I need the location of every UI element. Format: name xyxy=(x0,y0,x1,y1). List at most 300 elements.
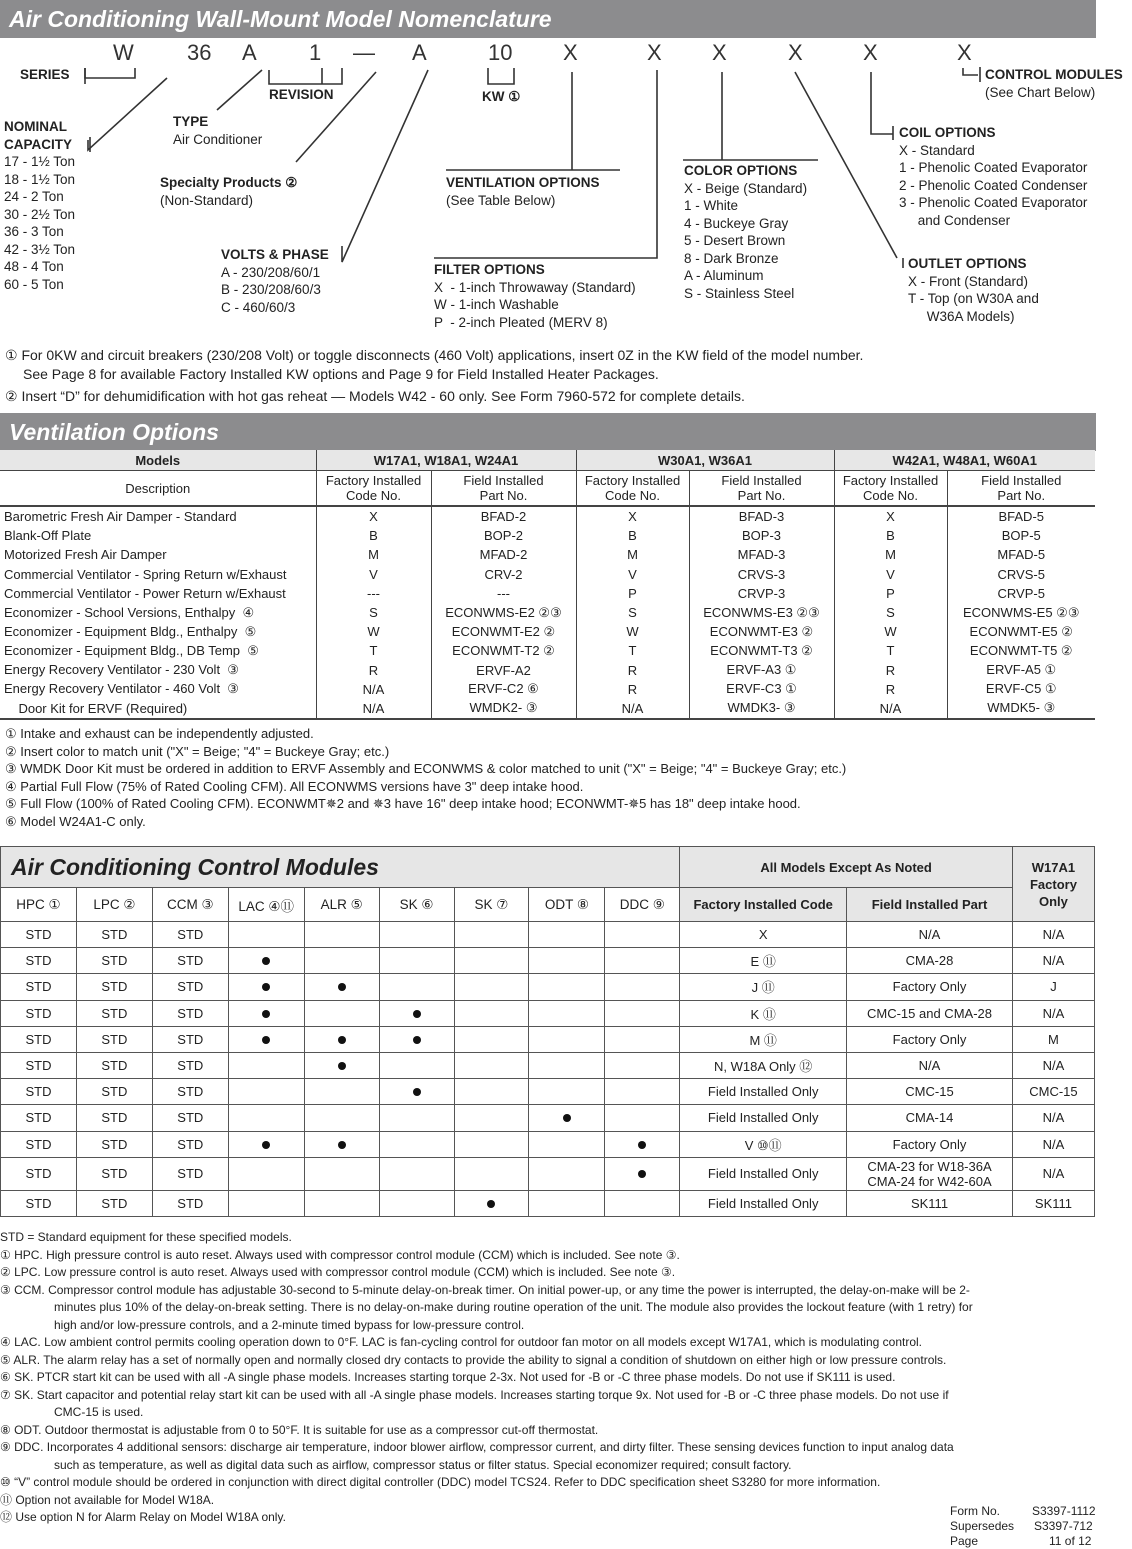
std-cell: STD xyxy=(152,1190,228,1216)
option-description: Energy Recovery Ventilator - 230 Volt ③ xyxy=(4,662,239,678)
field-part-cell: N/A xyxy=(847,922,1013,948)
option-cell xyxy=(304,1026,379,1052)
option-cell xyxy=(228,948,304,974)
control-note: ② LPC. Low pressure control is auto reset. Always used with compressor control module (CCM) which is included. See note ③. xyxy=(0,1265,676,1279)
option-cell xyxy=(379,1000,454,1026)
option-cell: P xyxy=(576,584,689,603)
field-part-cell: CMC-15 xyxy=(847,1079,1013,1105)
factory-code-cell: K ⑪ xyxy=(680,1000,847,1026)
std-cell: STD xyxy=(152,922,228,948)
kw-label: KW ① xyxy=(482,89,521,104)
table-row xyxy=(0,603,1095,622)
option-cell xyxy=(529,1052,605,1078)
filter-item: P - 2-inch Pleated (MERV 8) xyxy=(434,314,608,330)
control-note: ④ LAC. Low ambient control permits cooling operation down to 0°F. LAC is fan-cycling control for outdoor fan motor on all models except W17A1, which is modulating control. xyxy=(0,1335,923,1349)
volts-item: C - 460/60/3 xyxy=(221,299,296,315)
option-cell xyxy=(454,1131,529,1157)
std-cell: STD xyxy=(152,1131,228,1157)
table-row xyxy=(0,622,1095,641)
option-description: Economizer - School Versions, Enthalpy ④ xyxy=(4,604,255,620)
option-cell: B xyxy=(834,526,947,545)
option-cell xyxy=(454,1026,529,1052)
option-cell xyxy=(605,1026,680,1052)
option-cell: W xyxy=(834,622,947,641)
included-dot-icon xyxy=(413,1088,421,1096)
option-cell xyxy=(379,1131,454,1157)
option-cell: R xyxy=(576,680,689,699)
std-cell: STD xyxy=(1,1105,77,1131)
option-cell: N/A xyxy=(834,699,947,719)
option-cell: ECONWMT-E3 ② xyxy=(689,622,834,641)
option-cell xyxy=(379,1157,454,1190)
option-cell: W xyxy=(576,622,689,641)
nominal-item: 60 - 5 Ton xyxy=(4,276,64,292)
option-cell: T xyxy=(576,641,689,660)
coil-title: COIL OPTIONS xyxy=(899,125,996,140)
filter-item: X - 1-inch Throwaway (Standard) xyxy=(434,279,636,295)
control-column-header: CCM ③ xyxy=(152,888,228,922)
option-cell: CRVP-3 xyxy=(689,584,834,603)
included-dot-icon xyxy=(262,1141,270,1149)
option-description: Energy Recovery Ventilator - 460 Volt ③ xyxy=(4,681,239,697)
std-cell: STD xyxy=(76,974,152,1000)
option-cell xyxy=(605,1105,680,1131)
table-row xyxy=(1,1105,1095,1131)
control-column-header: ALR ⑤ xyxy=(304,888,379,922)
option-cell: BFAD-5 xyxy=(947,506,1095,526)
option-cell xyxy=(605,1190,680,1216)
table-row xyxy=(1,1026,1095,1052)
field-part-cell: CMA-14 xyxy=(847,1105,1013,1131)
std-cell: STD xyxy=(1,948,77,974)
control-modules-sub: (See Chart Below) xyxy=(985,84,1096,100)
option-cell: V xyxy=(834,565,947,584)
option-cell xyxy=(228,974,304,1000)
control-column-header: SK ⑦ xyxy=(454,888,529,922)
option-cell: --- xyxy=(316,584,431,603)
factory-code-header: Factory Installed Code No. xyxy=(316,471,431,507)
control-notes xyxy=(0,1229,1100,1527)
std-cell: STD xyxy=(1,1000,77,1026)
ventilation-note: ⑥ Model W24A1-C only. xyxy=(5,813,146,829)
coil-item: 2 - Phenolic Coated Condenser xyxy=(899,177,1088,193)
control-note: such as temperature, as well as digital data such as airflow, compressor status or filter status. Special economizer required; consult factory. xyxy=(54,1457,792,1472)
form-number: S3397-1112 xyxy=(1032,1504,1096,1518)
included-dot-icon xyxy=(262,983,270,991)
option-cell xyxy=(605,1157,680,1190)
w17-cell: J xyxy=(1012,974,1094,1000)
option-cell xyxy=(605,948,680,974)
option-cell: WMDK2- ③ xyxy=(431,699,576,719)
option-cell xyxy=(304,948,379,974)
option-cell xyxy=(529,974,605,1000)
nominal-title-1: NOMINAL xyxy=(4,119,67,134)
field-part-cell: N/A xyxy=(847,1052,1013,1078)
nominal-capacity-block xyxy=(4,118,75,293)
ventilation-table xyxy=(0,450,1095,720)
code-series: W xyxy=(113,40,134,65)
option-cell: CRV-2 xyxy=(431,565,576,584)
color-item: 5 - Desert Brown xyxy=(684,233,786,248)
std-cell: STD xyxy=(76,1157,152,1190)
option-cell xyxy=(454,1079,529,1105)
code-control: X xyxy=(957,40,972,65)
specialty-title: Specialty Products ② xyxy=(160,175,298,190)
option-cell: CRVP-5 xyxy=(947,584,1095,603)
ventilation-block xyxy=(446,174,600,209)
std-cell: STD xyxy=(76,1131,152,1157)
volts-item: A - 230/208/60/1 xyxy=(221,264,321,280)
option-cell: ERVF-A3 ① xyxy=(689,661,834,680)
table-row xyxy=(1,1079,1095,1105)
color-title: COLOR OPTIONS xyxy=(684,163,798,178)
option-cell: R xyxy=(834,661,947,680)
nominal-item: 48 - 4 Ton xyxy=(4,259,64,274)
ventilation-note: ② Insert color to match unit ("X" = Beige; "4" = Buckeye Gray; etc.) xyxy=(5,743,390,759)
option-cell xyxy=(454,1052,529,1078)
option-cell xyxy=(529,922,605,948)
outlet-item: T - Top (on W30A and xyxy=(908,291,1039,306)
volts-item: B - 230/208/60/3 xyxy=(221,282,321,297)
option-cell: ERVF-C3 ① xyxy=(689,680,834,699)
factory-code-header: Factory Installed Code No. xyxy=(576,471,689,507)
option-cell: N/A xyxy=(316,680,431,699)
std-cell: STD xyxy=(152,1000,228,1026)
option-cell xyxy=(304,1105,379,1131)
table-row xyxy=(1,974,1095,1000)
control-note: ⑧ ODT. Outdoor thermostat is adjustable from 0 to 50°F. It is suitable for use as a compressor cut-off thermostat. xyxy=(0,1422,599,1437)
option-cell: S xyxy=(834,603,947,622)
control-column-header: DDC ⑨ xyxy=(605,888,680,922)
color-block xyxy=(684,162,807,302)
option-cell: P xyxy=(834,584,947,603)
option-cell: W xyxy=(316,622,431,641)
model-group: W17A1, W18A1, W24A1 xyxy=(316,450,576,471)
option-cell xyxy=(605,922,680,948)
control-modules-title: Air Conditioning Control Modules xyxy=(1,847,680,888)
option-cell xyxy=(454,948,529,974)
option-cell xyxy=(304,922,379,948)
field-part-cell: Factory Only xyxy=(847,1131,1013,1157)
outlet-item: W36A Models) xyxy=(908,308,1015,324)
factory-code-cell: X xyxy=(680,922,847,948)
field-part-header: Field Installed Part No. xyxy=(431,471,576,507)
option-cell xyxy=(228,1000,304,1026)
std-cell: STD xyxy=(152,974,228,1000)
nominal-item: 36 - 3 Ton xyxy=(4,224,64,239)
table-row xyxy=(1,922,1095,948)
w17-cell: N/A xyxy=(1012,1131,1094,1157)
std-cell: STD xyxy=(1,922,77,948)
option-cell: T xyxy=(316,641,431,660)
control-note: ⑨ DDC. Incorporates 4 additional sensors: discharge air temperature, indoor blower airflow, compressor current, and dirty filter. These sensing devices function to input analog data xyxy=(0,1440,954,1454)
filter-title: FILTER OPTIONS xyxy=(434,262,545,277)
nomenclature-note-1b: See Page 8 for available Factory Installed KW options and Page 9 for Field Installed Heater Packages. xyxy=(23,366,659,382)
option-cell xyxy=(304,1079,379,1105)
table-row xyxy=(1,1000,1095,1026)
option-cell xyxy=(454,1000,529,1026)
option-cell xyxy=(304,1157,379,1190)
option-cell: ECONWMS-E5 ②③ xyxy=(947,603,1095,622)
control-note: STD = Standard equipment for these specified models. xyxy=(0,1230,292,1244)
nominal-item: 24 - 2 Ton xyxy=(4,189,64,204)
code-coil: X xyxy=(863,40,878,65)
option-cell: WMDK5- ③ xyxy=(947,699,1095,719)
option-cell: R xyxy=(834,680,947,699)
w17-cell: M xyxy=(1012,1026,1094,1052)
option-description: Door Kit for ERVF (Required) xyxy=(0,699,316,719)
option-description: Barometric Fresh Air Damper - Standard xyxy=(4,509,237,525)
std-cell: STD xyxy=(152,1052,228,1078)
option-cell xyxy=(304,1190,379,1216)
std-cell: STD xyxy=(76,1000,152,1026)
option-cell: MFAD-5 xyxy=(947,545,1095,564)
field-part-cell: CMA-28 xyxy=(847,948,1013,974)
factory-code-cell: E ⑪ xyxy=(680,948,847,974)
control-column-header: LPC ② xyxy=(76,888,152,922)
field-part-cell: Factory Only xyxy=(847,974,1013,1000)
option-cell xyxy=(304,1052,379,1078)
color-item: A - Aluminum xyxy=(684,268,764,283)
option-cell xyxy=(228,1105,304,1131)
std-cell: STD xyxy=(152,1105,228,1131)
option-cell xyxy=(454,1105,529,1131)
control-modules-label xyxy=(985,66,1123,101)
option-cell: BOP-5 xyxy=(947,526,1095,545)
table-row xyxy=(1,1190,1095,1216)
series-label: SERIES xyxy=(20,67,70,82)
std-cell: STD xyxy=(152,948,228,974)
option-cell: B xyxy=(576,526,689,545)
page-number: 11 of 12 xyxy=(1049,1534,1092,1548)
factory-code-cell: V ⑩⑪ xyxy=(680,1131,847,1157)
option-cell: WMDK3- ③ xyxy=(689,699,834,719)
control-column-header: ODT ⑧ xyxy=(529,888,605,922)
code-color: X xyxy=(712,40,727,65)
option-cell xyxy=(529,1079,605,1105)
field-part-header: Field Installed Part No. xyxy=(689,471,834,507)
color-item: S - Stainless Steel xyxy=(684,285,795,301)
option-cell: ECONWMS-E2 ②③ xyxy=(431,603,576,622)
included-dot-icon xyxy=(262,1036,270,1044)
form-footer: Form No. S3397-1112 Supersedes S3397-712 Page 11 of 12 xyxy=(950,1504,1096,1548)
included-dot-icon xyxy=(262,1010,270,1018)
field-part-cell: SK111 xyxy=(847,1190,1013,1216)
specialty-sub: (Non-Standard) xyxy=(160,192,254,208)
outlet-title: OUTLET OPTIONS xyxy=(908,256,1027,271)
outlet-block xyxy=(908,255,1039,325)
option-cell xyxy=(379,1079,454,1105)
option-cell: N/A xyxy=(576,699,689,719)
option-cell: ECONWMT-T5 ② xyxy=(947,641,1095,660)
ventilation-title: VENTILATION OPTIONS xyxy=(446,175,600,190)
option-cell xyxy=(454,1190,529,1216)
option-description: Economizer - Equipment Bldg., DB Temp ⑤ xyxy=(4,642,259,658)
option-cell xyxy=(379,1105,454,1131)
option-cell: M xyxy=(576,545,689,564)
table-row xyxy=(0,506,1095,526)
table-row xyxy=(1,1052,1095,1078)
option-cell: V xyxy=(316,565,431,584)
control-note: ⑪ Option not available for Model W18A. xyxy=(0,1492,215,1507)
table-row xyxy=(0,641,1095,660)
nominal-title-2: CAPACITY xyxy=(4,136,73,152)
factory-code-cell: Field Installed Only xyxy=(680,1079,847,1105)
option-cell xyxy=(605,1079,680,1105)
std-cell: STD xyxy=(1,1190,77,1216)
std-cell: STD xyxy=(1,974,77,1000)
control-note: ⑩ “V” control module should be ordered in conjunction with direct digital controller (DDC) model TCS24. Refer to DDC specification sheet S3280 for more information. xyxy=(0,1475,881,1489)
option-cell: BFAD-3 xyxy=(689,506,834,526)
option-cell: R xyxy=(576,661,689,680)
option-description: Commercial Ventilator - Spring Return w/Exhaust xyxy=(4,566,287,582)
factory-code-cell: N, W18A Only ⑫ xyxy=(680,1052,847,1078)
supersedes-number: S3397-712 xyxy=(1034,1519,1093,1533)
option-cell: ERVF-C2 ⑥ xyxy=(431,680,576,699)
option-cell xyxy=(304,974,379,1000)
field-part-cell: CMC-15 and CMA-28 xyxy=(847,1000,1013,1026)
control-column-header: HPC ① xyxy=(1,888,77,922)
std-cell: STD xyxy=(152,1026,228,1052)
filter-item: W - 1-inch Washable xyxy=(434,297,559,312)
option-cell: ECONWMT-E2 ② xyxy=(431,622,576,641)
option-cell: BFAD-2 xyxy=(431,506,576,526)
table-row xyxy=(0,526,1095,545)
ventilation-note: ④ Partial Full Flow (75% of Rated Cooling CFM). All ECONWMS versions have 3" deep intake hood. xyxy=(5,778,584,794)
factory-code-header: Factory Installed Code xyxy=(680,888,847,922)
option-cell xyxy=(379,948,454,974)
code-volts: A xyxy=(412,40,427,65)
filter-block xyxy=(434,261,636,331)
code-outlet: X xyxy=(788,40,803,65)
control-modules-table xyxy=(0,846,1095,1217)
specialty-block xyxy=(160,174,297,209)
option-description: Economizer - Equipment Bldg., Enthalpy ⑤ xyxy=(4,623,257,639)
volts-title: VOLTS & PHASE xyxy=(221,247,329,262)
coil-item: 3 - Phenolic Coated Evaporator xyxy=(899,195,1088,210)
option-cell: MFAD-3 xyxy=(689,545,834,564)
w17-cell: N/A xyxy=(1012,922,1094,948)
control-note: ⑥ SK. PTCR start kit can be used with all -A single phase models. Increases starting torque 2-3x. Not used for -B or -C three phase models. Do not use if SK111 is used. xyxy=(0,1370,896,1384)
included-dot-icon xyxy=(338,1062,346,1070)
model-group: W30A1, W36A1 xyxy=(576,450,834,471)
included-dot-icon xyxy=(262,957,270,965)
code-capacity: 36 xyxy=(187,40,212,65)
nomenclature-note-2: ② Insert “D” for dehumidification with hot gas reheat — Models W42 - 60 only. See Form 7960-572 for complete details. xyxy=(5,388,745,404)
option-description: Blank-Off Plate xyxy=(4,528,92,544)
std-cell: STD xyxy=(152,1079,228,1105)
w17-cell: N/A xyxy=(1012,948,1094,974)
option-cell xyxy=(228,1190,304,1216)
coil-item: 1 - Phenolic Coated Evaporator xyxy=(899,160,1088,175)
option-cell xyxy=(454,974,529,1000)
option-cell xyxy=(379,1052,454,1078)
option-cell: S xyxy=(576,603,689,622)
included-dot-icon xyxy=(338,1141,346,1149)
option-cell xyxy=(605,1000,680,1026)
code-ventilation: X xyxy=(563,40,578,65)
color-item: 4 - Buckeye Gray xyxy=(684,215,789,231)
nominal-item: 42 - 3½ Ton xyxy=(4,241,76,257)
ventilation-notes xyxy=(5,725,846,830)
ventilation-note: ① Intake and exhaust can be independently adjusted. xyxy=(5,726,314,741)
field-part-cell: CMA-23 for W18-36A CMA-24 for W42-60A xyxy=(847,1157,1013,1190)
option-cell xyxy=(605,1131,680,1157)
included-dot-icon xyxy=(338,983,346,991)
table-row xyxy=(1,1157,1095,1190)
w17-cell: N/A xyxy=(1012,1157,1094,1190)
std-cell: STD xyxy=(76,1079,152,1105)
std-cell: STD xyxy=(1,1131,77,1157)
all-models-header: All Models Except As Noted xyxy=(680,847,1013,888)
control-note: ③ CCM. Compressor control module has adjustable 30-second to 5-minute delay-on-break timer. On initial power-up, or any time the power is interrupted, the delay-on-make will be 2- xyxy=(0,1282,970,1297)
code-kw: 10 xyxy=(488,40,513,65)
std-cell: STD xyxy=(1,1079,77,1105)
nominal-item: 17 - 1½ Ton xyxy=(4,154,76,169)
factory-code-cell: M ⑪ xyxy=(680,1026,847,1052)
option-cell: CRVS-3 xyxy=(689,565,834,584)
w17-cell: N/A xyxy=(1012,1000,1094,1026)
option-cell: X xyxy=(834,506,947,526)
w17-cell: CMC-15 xyxy=(1012,1079,1094,1105)
nominal-item: 30 - 2½ Ton xyxy=(4,206,76,222)
control-note: ① HPC. High pressure control is auto reset. Always used with compressor control module (CCM) which is included. See note ③. xyxy=(0,1247,680,1262)
option-cell xyxy=(379,974,454,1000)
option-cell: ECONWMT-T2 ② xyxy=(431,641,576,660)
option-cell: T xyxy=(834,641,947,660)
type-block xyxy=(173,113,262,148)
std-cell: STD xyxy=(76,922,152,948)
w17-header: W17A1 Factory Only xyxy=(1012,847,1094,922)
color-item: 1 - White xyxy=(684,198,739,213)
control-column-header: SK ⑥ xyxy=(379,888,454,922)
model-group: W42A1, W48A1, W60A1 xyxy=(834,450,1095,471)
control-note: ⑫ Use option N for Alarm Relay on Model W18A only. xyxy=(0,1510,286,1524)
factory-code-cell: Field Installed Only xyxy=(680,1105,847,1131)
table-row xyxy=(0,565,1095,584)
option-cell xyxy=(304,1000,379,1026)
code-dash: — xyxy=(353,40,375,65)
std-cell: STD xyxy=(76,948,152,974)
option-cell xyxy=(529,948,605,974)
field-part-header: Field Installed Part xyxy=(847,888,1013,922)
table-row xyxy=(0,680,1095,699)
models-label: Models xyxy=(0,450,316,471)
type-sub: Air Conditioner xyxy=(173,131,263,147)
nominal-item: 18 - 1½ Ton xyxy=(4,171,76,187)
option-cell xyxy=(228,1079,304,1105)
control-note: ⑤ ALR. The alarm relay has a set of normally open and normally closed dry contacts to provide the ability to signal a condition of shutdown on either high or low pressure controls. xyxy=(0,1352,947,1367)
w17-cell: SK111 xyxy=(1012,1190,1094,1216)
option-description: Motorized Fresh Air Damper xyxy=(4,547,167,563)
option-cell: CRVS-5 xyxy=(947,565,1095,584)
table-row xyxy=(0,584,1095,603)
option-cell: MFAD-2 xyxy=(431,545,576,564)
std-cell: STD xyxy=(76,1026,152,1052)
description-label: Description xyxy=(0,471,316,507)
table-row xyxy=(0,699,1095,719)
factory-code-cell: J ⑪ xyxy=(680,974,847,1000)
coil-block xyxy=(899,124,1087,229)
option-cell xyxy=(228,1131,304,1157)
std-cell: STD xyxy=(1,1026,77,1052)
coil-item: X - Standard xyxy=(899,142,975,158)
option-cell: ERVF-A2 xyxy=(431,661,576,680)
option-cell xyxy=(454,1157,529,1190)
field-part-header: Field Installed Part No. xyxy=(947,471,1095,507)
option-cell: V xyxy=(576,565,689,584)
option-cell: ECONWMT-E5 ② xyxy=(947,622,1095,641)
